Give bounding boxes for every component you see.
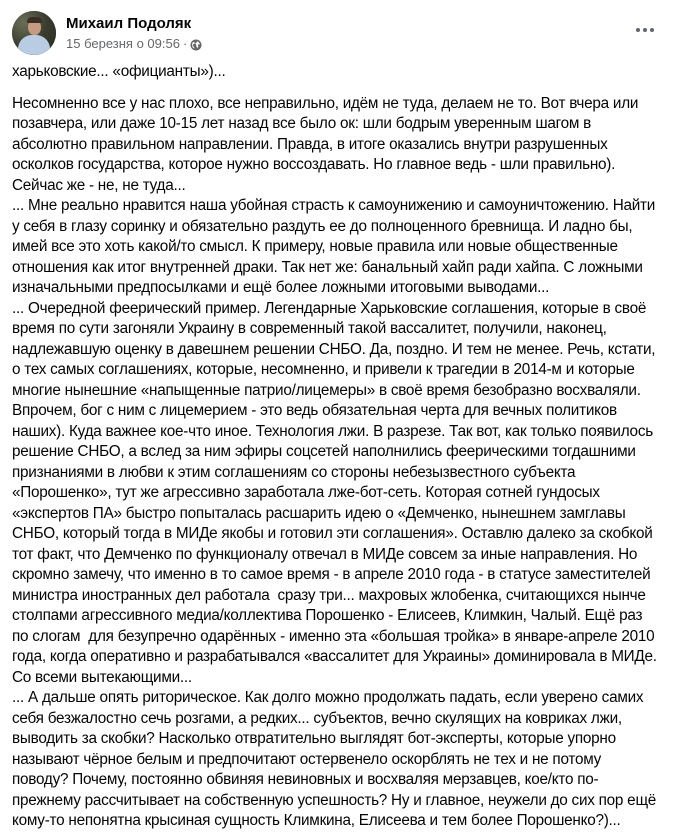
post-paragraph: ... А дальше опять риторическое. Как долго можно продолжать падать, если уверено самих себя безжалостно сечь розгами, а редких... субъектов, вечно скулящих на ковриках лжи, выводить за скобки? Насколько отвратительно выглядят бот-эксперты, которые упорно называют чёрное белым и предпочитают остервенело оскорблять не тех и не потому поводу? Почему, постоянно обвиняя невиновных и восхваляя мерзавцев, кое/кто по- прежнему рассчитывает на собственную успешность? Ну и главное, неужели до сих пор ещё кому-то непонятна крысиная сущность Климкина, Елисеева и тем более Порошенко?)...	[12, 689, 657, 829]
author-name[interactable]: Михаил Подоляк	[66, 15, 192, 32]
post-paragraph: ... Очередной феерический пример. Легендарные Харьковские соглашения, которые в своё время по сути загоняли Украину в современный такой вассалитет, получили, наконец, надлежавшую оценку в давешнем решении СНБО. Да, поздно. И тем не менее. Речь, кстати, о тех самых соглашениях, которые, несомненно, и привели к трагедии в 2014-м и которые многие нынешние «напыщенные патрио/лицемеры» в своё время безобразно восхваляли. Впрочем, бог с ним с лицемерием - это ведь обязательная черта для вечных политиков наших). Куда важнее кое-что иное. Технология лжи. В разрезе. Так вот, как только появилось решение СНБО, а вслед за ним эфиры соцсетей наполнились феерическими тогдашними признаниями в любви к этим соглашениям со стороны небезызвестного субъекта «Порошенко», тут же агрессивно заработала лже-бот-сеть. Которая сотней гундосых «экспертов ПА» быстро попыталась расшарить идею о «Демченко, нынешнем замглавы СНБО, который тогда в МИДе якобы и готовил эти соглашения». Оставлю далеко за скобкой тот факт, что Демченко по функционалу отвечал в МИДе совсем за иные направления. Но скромно замечу, что именно в то самое время - в апреле 2010 года - в статусе заместителей министра иностранных дел работала сразу три... махровых жлобенка, считающихся нынче столпами агрессивного медиа/коллектива Порошенко - Елисеев, Климкин, Чалый. Ещё раз по слогам для безупречно одарённых - именно эта «большая тройка» в январе-апреле 2010 года, когда оперативно и разрабатывался «вассалитет для Украины» доминировала в МИДе. Со всеми вытекающими...	[12, 299, 657, 686]
author-avatar[interactable]	[12, 11, 56, 55]
more-options-dot	[636, 28, 640, 32]
post-paragraph: Несомненно все у нас плохо, все неправильно, идём не туда, делаем не то. Вот вчера или позавчера, или даже 10-15 лет назад все было ок: шли бодрым уверенным шагом в абсолютно правильном направлении. Правда, в итоге оказались внутри разрушенных осколков государства, которое нужно воссоздавать. Но главное ведь - шли правильно). Сейчас же - не, не туда...	[12, 94, 639, 194]
post-lead-line: харьковские... «официанты»)...	[12, 63, 226, 80]
globe-icon[interactable]	[190, 38, 202, 50]
avatar-shirt	[18, 35, 50, 55]
post-body	[12, 62, 672, 832]
more-options-button[interactable]	[627, 18, 663, 42]
more-options-dot	[643, 28, 647, 32]
separator-dot: ·	[182, 36, 188, 51]
post-header	[12, 10, 202, 56]
avatar-hair	[27, 17, 42, 23]
post-meta	[66, 14, 202, 52]
post-timestamp[interactable]: 15 березня о 09:56	[66, 36, 180, 51]
post-paragraph: ... Мне реально нравится наша убойная страсть к самоунижению и самоуничтожению. Найти у себя в глазу соринку и обязательно раздуть ее до полноценного бревнища. И ладно бы, имей все это хоть какой/то смысл. К примеру, новые правила или новые общественные отношения как итог внутренней драки. Так нет же: банальный хайп ради хайпа. С ложными изначальными предпосылками и ещё более ложными итоговыми выводами...	[12, 197, 656, 296]
post-subline	[66, 35, 202, 52]
paragraph-gap	[12, 83, 672, 94]
more-options-dot	[650, 28, 654, 32]
